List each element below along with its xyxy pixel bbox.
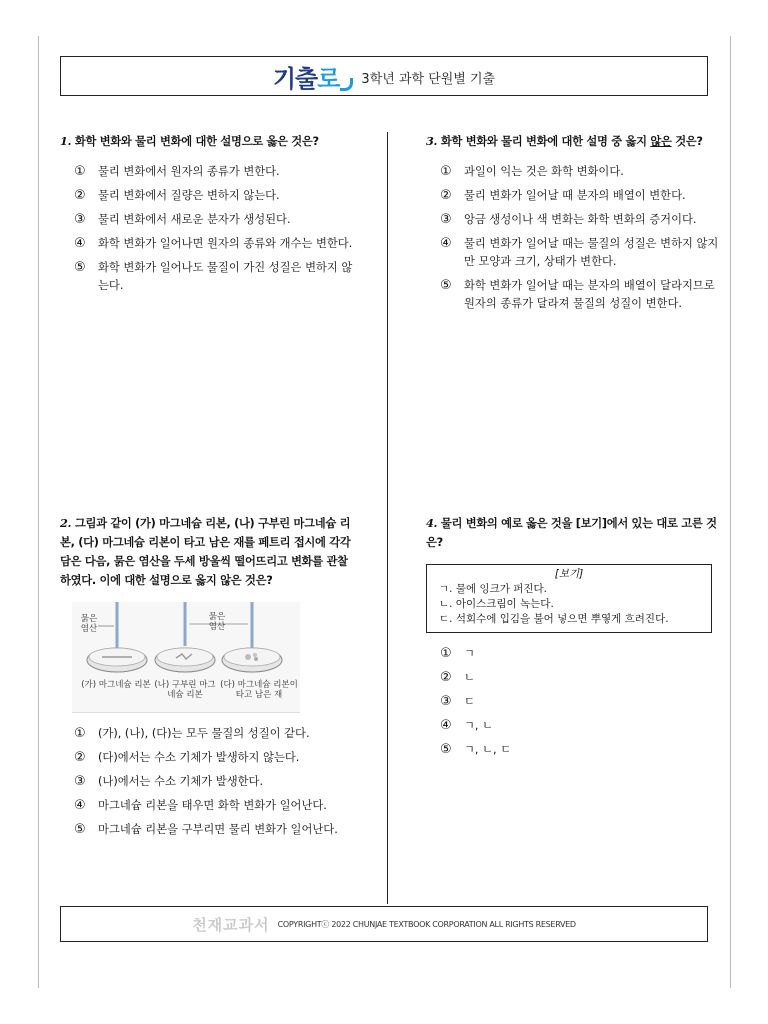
question-4-options (440, 645, 722, 759)
option-item[interactable] (440, 741, 722, 759)
question-3-options (440, 163, 722, 313)
option-mark: ⑤ (440, 278, 452, 293)
option-mark: ③ (440, 694, 452, 709)
option-item[interactable] (440, 163, 722, 181)
option-text: 물리 변화가 일어날 때 분자의 배열이 변한다. (464, 189, 686, 202)
option-item[interactable] (74, 163, 356, 181)
option-text: 앙금 생성이나 색 변화는 화학 변화의 증거이다. (464, 213, 697, 226)
question-1-number: 1. (60, 134, 72, 148)
acid-label-center: 묽은 염산 (208, 612, 226, 632)
question-3-text-before: 화학 변화와 물리 변화에 대한 설명 중 옳지 (440, 135, 651, 148)
option-mark: ④ (440, 236, 452, 251)
question-4-title (426, 514, 722, 552)
question-3-title (426, 132, 722, 151)
option-mark: ⑤ (440, 742, 452, 757)
option-item[interactable] (440, 277, 722, 313)
option-text: 화학 변화가 일어나도 물질이 가진 성질은 변하지 않는다. (98, 261, 353, 292)
option-mark: ① (440, 646, 452, 661)
dish-b-label: (나) 구부린 마그 네슘 리본 (154, 680, 216, 700)
question-2-title (60, 514, 356, 590)
bogi-line: ㄷ. 석회수에 입김을 불어 넣으면 뿌옇게 흐려진다. (439, 613, 669, 625)
option-mark: ① (74, 726, 86, 741)
option-item[interactable] (74, 725, 356, 743)
option-item[interactable] (74, 773, 356, 791)
header-banner (60, 56, 708, 96)
question-3 (426, 132, 722, 319)
copyright-text: COPYRIGHTⓒ 2022 CHUNJAE TEXTBOOK CORPORATION ALL RIGHTS RESERVED (277, 919, 576, 929)
question-4 (426, 514, 722, 765)
option-text: 물리 변화에서 질량은 변하지 않는다. (98, 189, 280, 202)
option-text: ㄱ, ㄴ, ㄷ (464, 743, 512, 756)
question-1-text: 화학 변화와 물리 변화에 대한 설명으로 옳은 것은? (74, 135, 319, 148)
bogi-line: ㄱ. 물에 잉크가 퍼진다. (439, 583, 547, 595)
option-text: 화학 변화가 일어나면 원자의 종류와 개수는 변한다. (98, 237, 353, 250)
option-item[interactable] (74, 187, 356, 205)
page-border-right (730, 36, 731, 988)
bogi-line: ㄴ. 아이스크림이 녹는다. (439, 598, 554, 610)
option-mark: ② (74, 188, 86, 203)
question-1-options (74, 163, 356, 295)
option-mark: ② (440, 188, 452, 203)
option-mark: ④ (74, 798, 86, 813)
footer-banner (60, 906, 708, 942)
option-text: 물리 변화에서 원자의 종류가 변한다. (98, 165, 280, 178)
option-item[interactable] (440, 211, 722, 229)
question-1 (60, 132, 356, 301)
logo-text-2: 로 (317, 64, 340, 93)
option-text: 마그네슘 리본을 태우면 화학 변화가 일어난다. (98, 799, 327, 812)
question-4-text: 물리 변화의 예로 옳은 것을 [보기]에서 있는 대로 고른 것은? (426, 517, 717, 549)
option-mark: ② (74, 750, 86, 765)
question-2-text: 그림과 같이 (가) 마그네슘 리본, (나) 구부린 마그네슘 리본, (다) 마그네슘 리본이 타고 남은 재를 페트리 접시에 각각 담은 다음, 묽은 염산을 두세 방울씩 떨어뜨리고 변화를 관찰하였다. 이에 대한 설명으로 옳지 않은 것은? (60, 517, 351, 587)
option-text: ㄴ (464, 671, 475, 684)
option-item[interactable] (74, 235, 356, 253)
option-item[interactable] (440, 693, 722, 711)
option-text: (나)에서는 수소 기체가 발생한다. (98, 775, 264, 788)
option-mark: ② (440, 670, 452, 685)
logo-text-1: 기출 (272, 64, 318, 93)
option-text: ㄷ (464, 695, 475, 708)
column-divider (387, 132, 388, 904)
option-text: (다)에서는 수소 기체가 발생하지 않는다. (98, 751, 300, 764)
option-item[interactable] (440, 717, 722, 735)
option-item[interactable] (74, 821, 356, 839)
option-item[interactable] (440, 645, 722, 663)
bogi-title: [보기] (554, 568, 584, 580)
question-3-number: 3. (426, 134, 438, 148)
bogi-box (426, 564, 712, 633)
option-mark: ③ (440, 212, 452, 227)
page-border-left (38, 36, 39, 988)
option-mark: ⑤ (74, 260, 86, 275)
option-item[interactable] (74, 211, 356, 229)
question-2-options (74, 725, 356, 839)
gichulro-logo (273, 59, 354, 94)
option-mark: ⑤ (74, 822, 86, 837)
chunjae-logo: 천재교과서 (192, 915, 270, 934)
option-text: 물리 변화가 일어날 때는 물질의 성질은 변하지 않지만 모양과 크기, 상태가 변한다. (464, 237, 719, 268)
option-mark: ① (440, 164, 452, 179)
header-subtitle: 3학년 과학 단원별 기출 (361, 71, 496, 87)
option-mark: ④ (74, 236, 86, 251)
question-3-text-after: 것은? (671, 135, 703, 148)
option-text: (가), (나), (다)는 모두 물질의 성질이 같다. (98, 727, 310, 740)
question-2-number: 2. (60, 516, 72, 530)
option-text: 과일이 익는 것은 화학 변화이다. (464, 165, 624, 178)
option-text: 물리 변화에서 새로운 분자가 생성된다. (98, 213, 291, 226)
option-item[interactable] (440, 187, 722, 205)
petri-dish-figure (72, 602, 300, 713)
option-text: ㄱ, ㄴ (464, 719, 494, 732)
question-2 (60, 514, 356, 845)
option-item[interactable] (74, 797, 356, 815)
dish-c-label: (다) 마그네슘 리본이 타고 남은 재 (220, 680, 298, 700)
option-text: 마그네슘 리본을 구부리면 물리 변화가 일어난다. (98, 823, 338, 836)
option-mark: ③ (74, 774, 86, 789)
logo-swoosh-icon (340, 78, 353, 91)
acid-label-left: 묽은 염산 (80, 614, 98, 634)
option-mark: ① (74, 164, 86, 179)
question-1-title (60, 132, 356, 151)
option-mark: ③ (74, 212, 86, 227)
dish-a-label: (가) 마그네슘 리본 (81, 680, 151, 690)
question-3-text-underlined: 않은 (650, 135, 672, 148)
option-text: 화학 변화가 일어날 때는 분자의 배열이 달라지므로 원자의 종류가 달라져 물질의 성질이 변한다. (464, 279, 715, 310)
question-4-number: 4. (426, 516, 438, 530)
option-item[interactable] (74, 259, 356, 295)
option-mark: ④ (440, 718, 452, 733)
option-item[interactable] (74, 749, 356, 767)
option-item[interactable] (440, 235, 722, 271)
option-text: ㄱ (464, 647, 475, 660)
option-item[interactable] (440, 669, 722, 687)
